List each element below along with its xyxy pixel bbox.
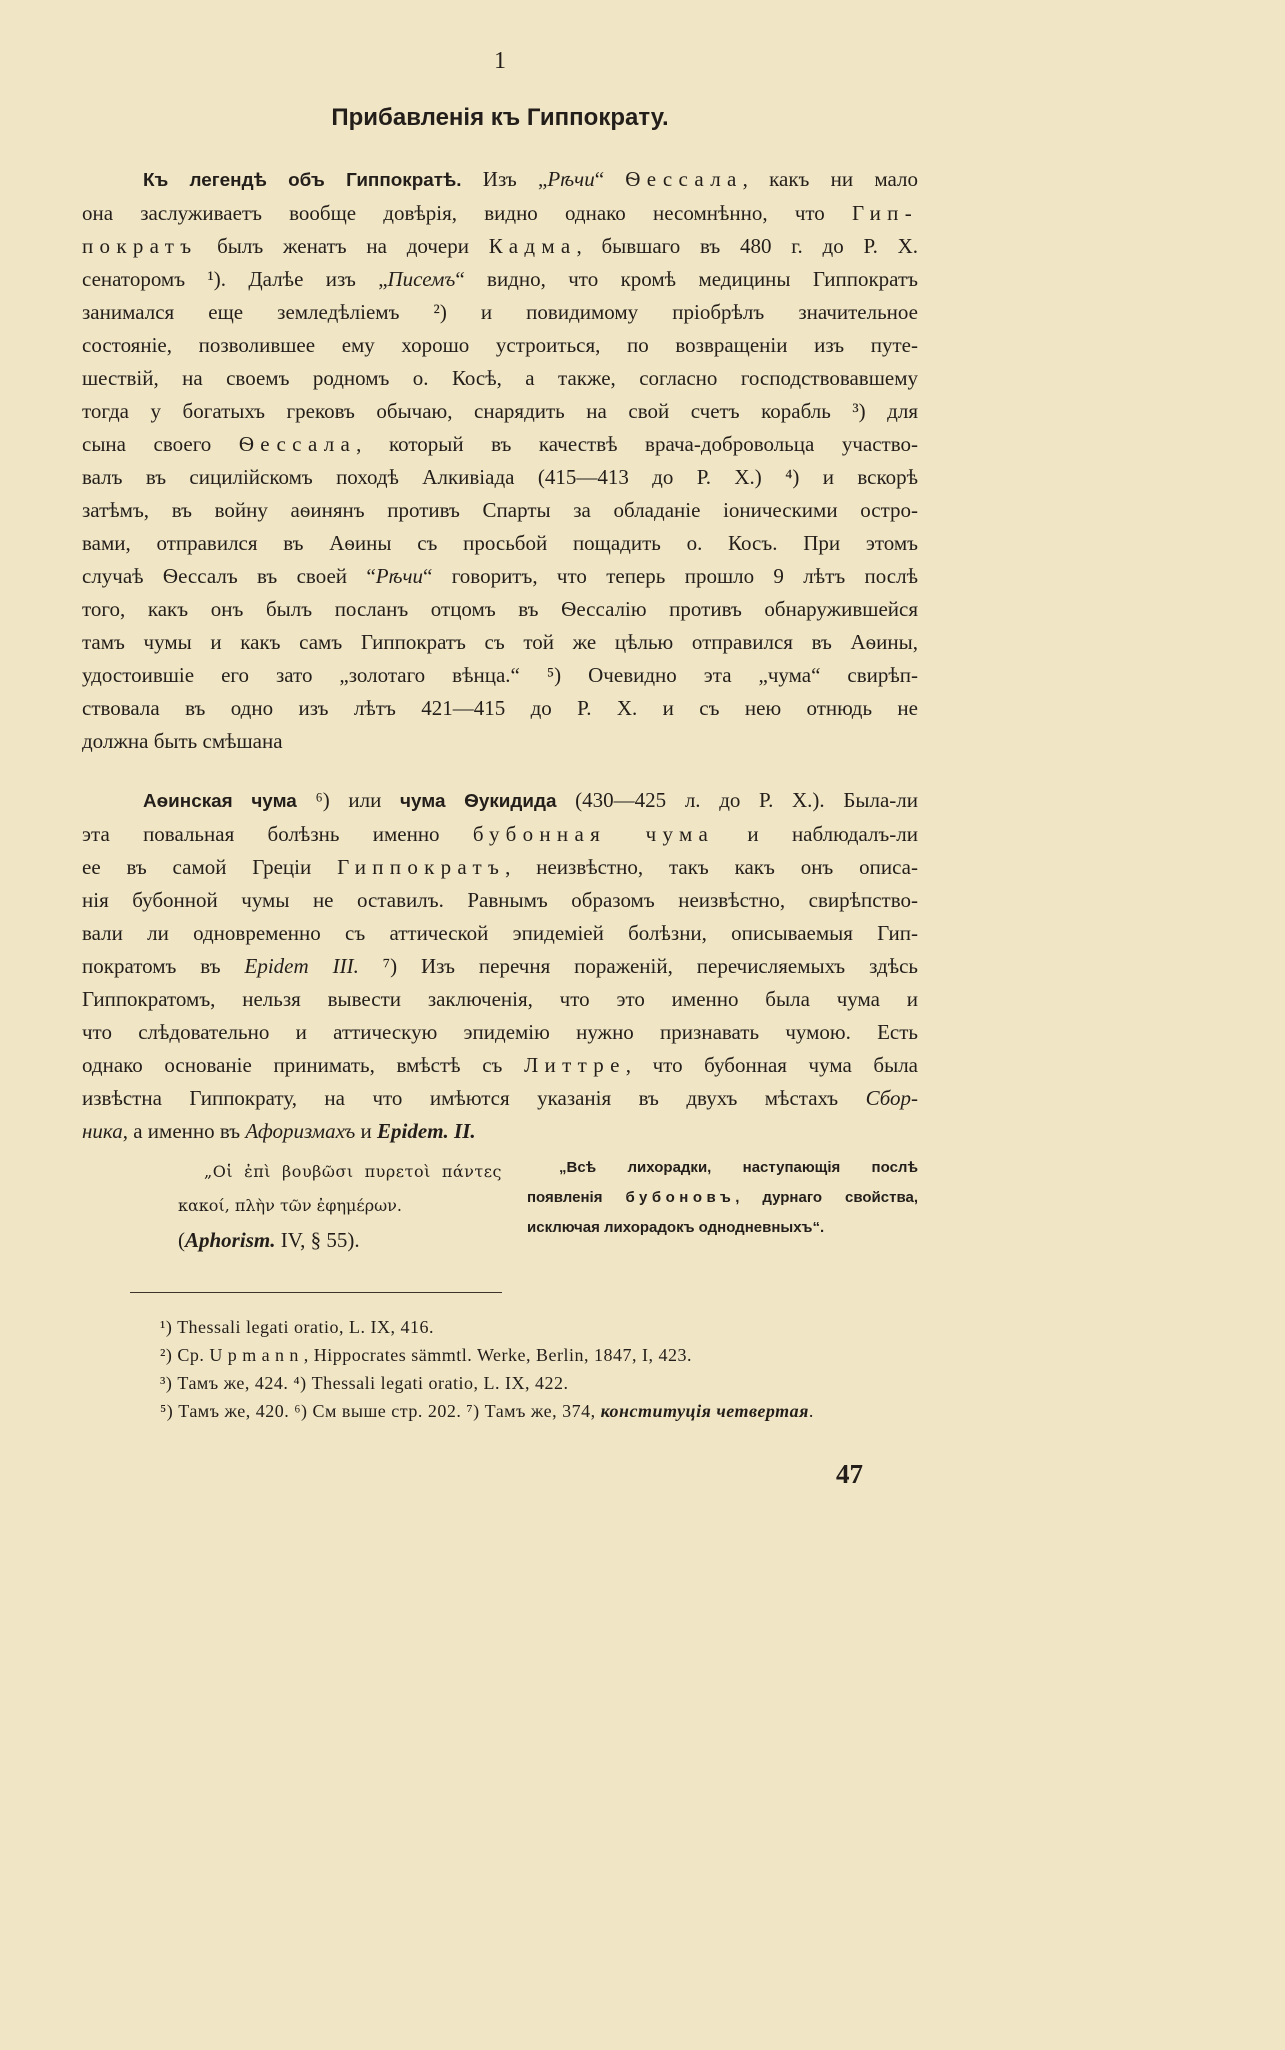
text-line	[82, 851, 918, 884]
text-line	[82, 329, 918, 362]
text-run: нія бубонной чумы не оставилъ. Равнымъ образомъ неизвѣстно, свирѣпство-	[82, 888, 918, 912]
text-line	[82, 494, 918, 527]
text-run: Кадма	[488, 234, 577, 258]
text-run: Литтре	[524, 1053, 626, 1077]
text-run: Сбор-	[865, 1086, 918, 1110]
text-run: должна быть смѣшана	[82, 729, 283, 753]
text-line	[82, 395, 918, 428]
text-run: ⁷) Изъ перечня пораженій, перечисляемыхъ здѣсь	[358, 954, 919, 978]
text-run: вали ли одновременно съ аттической эпидеміей болѣзни, описываемыя Гип-	[82, 921, 918, 945]
text-line	[160, 1369, 960, 1397]
text-run: сына своего	[82, 432, 239, 456]
text-run: , неизвѣстно, такъ какъ онъ описа-	[505, 855, 918, 879]
text-run: случаѣ Ѳессалъ въ своей “	[82, 564, 376, 588]
text-run: κακοί, πλὴν τῶν ἐφημέρων.	[178, 1196, 402, 1215]
text-run: того, какъ онъ былъ посланъ отцомъ въ Ѳессалію противъ обнаружившейся	[82, 597, 918, 621]
text-run: ¹) Thessali legati oratio, L. IX, 416.	[160, 1317, 435, 1337]
text-run: появленія	[527, 1189, 626, 1206]
text-line	[82, 163, 918, 197]
text-run: она заслуживаетъ вообще довѣрія, видно однако несомнѣнно, что	[82, 201, 852, 225]
text-line	[160, 1313, 960, 1341]
text-line	[82, 1082, 918, 1115]
text-run: Афоризмахъ	[245, 1119, 356, 1143]
text-line	[82, 197, 918, 230]
footnotes	[160, 1313, 960, 1425]
text-run: ³) Тамъ же, 424. ⁴) Thessali legati oratio, L. IX, 422.	[160, 1373, 569, 1393]
text-run: Aphorism.	[185, 1228, 276, 1252]
text-line	[82, 950, 918, 983]
text-line	[527, 1213, 918, 1243]
text-run: Upmann	[209, 1345, 304, 1365]
text-line	[82, 1115, 918, 1148]
text-run: занимался еще земледѣліемъ ²) и повидимому пріобрѣлъ значительное	[82, 300, 918, 324]
text-run: извѣстна Гиппократу, на что имѣются указанія въ двухъ мѣстахъ	[82, 1086, 866, 1110]
text-line	[178, 1155, 502, 1189]
text-run: состояніе, позволившее ему хорошо устроиться, по возвращеніи изъ путе-	[82, 333, 918, 357]
text-run: , который въ качествѣ врача-добровольца участво-	[356, 432, 918, 456]
text-run: ее въ самой Греціи	[82, 855, 338, 879]
text-run: Аѳинская чума	[143, 791, 297, 812]
text-line	[82, 917, 918, 950]
text-run: тамъ чумы и какъ самъ Гиппократъ съ той же цѣлью отправился въ Аѳины,	[82, 630, 918, 654]
text-run: „Всѣ лихорадки, наступающія послѣ	[559, 1159, 918, 1176]
text-line	[178, 1189, 502, 1223]
text-run: Гиппократъ	[337, 855, 506, 879]
text-run: ⁶) или	[296, 788, 401, 812]
text-run: пократомъ въ	[82, 954, 245, 978]
text-line	[82, 626, 918, 659]
text-run: .	[808, 1401, 814, 1421]
text-run: , какъ ни мало	[742, 167, 918, 191]
text-run: шествій, на своемъ родномъ о. Косѣ, а также, согласно господствовавшему	[82, 366, 918, 390]
text-run: однако основаніе принимать, вмѣстѣ съ	[82, 1053, 525, 1077]
text-run: , а именно въ	[122, 1119, 246, 1143]
text-run: , Hippocrates sämmtl. Werke, Berlin, 1847, I, 423.	[303, 1345, 692, 1365]
text-line	[82, 527, 918, 560]
text-line	[82, 818, 918, 851]
text-run: , дурнаго свойства,	[735, 1189, 918, 1206]
text-line	[82, 461, 918, 494]
text-run: Къ легендѣ объ Гиппократѣ.	[143, 170, 462, 191]
text-run: Ѳессала	[238, 432, 357, 456]
text-run: конституція четвертая	[600, 1401, 809, 1421]
text-line	[82, 659, 918, 692]
text-run: (	[178, 1228, 185, 1252]
text-run: Гип-	[851, 201, 918, 225]
text-line	[82, 1016, 918, 1049]
text-run: Изъ „	[461, 167, 548, 191]
text-run: IV, § 55).	[275, 1228, 360, 1252]
text-run: чума Ѳукидида	[400, 791, 557, 812]
text-run: , что бубонная чума была	[625, 1053, 919, 1077]
text-run: Писемъ	[387, 267, 456, 291]
text-run: вами, отправился въ Аѳины съ просьбой пощадить о. Косъ. При этомъ	[82, 531, 918, 555]
text-line	[178, 1223, 502, 1257]
paragraph-athenian-plague	[82, 784, 918, 1148]
text-line	[82, 784, 918, 818]
text-line	[82, 263, 918, 296]
text-run: ²) Ср.	[160, 1345, 210, 1365]
text-run: Epidem. II.	[377, 1119, 476, 1143]
text-run: Epidem III.	[244, 954, 359, 978]
paragraph-legend	[82, 163, 918, 758]
text-run: и	[355, 1119, 378, 1143]
text-line	[82, 230, 918, 263]
text-run: исключая лихорадокъ однодневныхъ“.	[527, 1219, 825, 1236]
text-run: затѣмъ, въ войну аѳинянъ противъ Спарты за обладаніе іоническими остро-	[82, 498, 918, 522]
text-line	[160, 1397, 960, 1425]
text-run: ствовала въ одно изъ лѣтъ 421—415 до Р. Х. и съ нею отнюдь не	[82, 696, 918, 720]
text-run: ⁵) Тамъ же, 420. ⁶) См выше стр. 202. ⁷) Тамъ же, 374,	[160, 1401, 601, 1421]
text-line	[82, 1049, 918, 1082]
text-run: Рѣчи	[375, 564, 424, 588]
text-line	[82, 725, 918, 758]
text-run: Рѣчи	[547, 167, 595, 191]
text-line	[82, 296, 918, 329]
text-run: и наблюдалъ-ли	[714, 822, 919, 846]
text-run: “	[594, 167, 626, 191]
text-run: сенаторомъ ¹). Далѣе изъ „	[82, 267, 388, 291]
text-run: что слѣдовательно и аттическую эпидемію нужно признавать чумою. Есть	[82, 1020, 918, 1044]
text-run: былъ женатъ на дочери	[197, 234, 489, 258]
text-line	[82, 362, 918, 395]
text-run: “ говоритъ, что теперь прошло 9 лѣтъ послѣ	[423, 564, 918, 588]
text-line	[82, 560, 918, 593]
footnote-rule	[130, 1292, 502, 1293]
text-line	[82, 428, 918, 461]
text-line	[527, 1183, 918, 1213]
text-run: бубоновъ	[625, 1189, 736, 1206]
text-run: “ видно, что кромѣ медицины Гиппократъ	[455, 267, 918, 291]
text-run: эта повальная болѣзнь именно	[82, 822, 473, 846]
text-run: „Οἱ ἐπὶ βουβῶσι πυρετοὶ πάντες	[204, 1162, 502, 1181]
text-run: , бывшаго въ 480 г. до Р. Х.	[576, 234, 918, 258]
signature-mark: 1	[494, 48, 506, 74]
text-line	[527, 1153, 918, 1183]
text-run: валъ въ сицилійскомъ походѣ Алкивіада (415—413 до Р. Х.) ⁴) и вскорѣ	[82, 465, 918, 489]
text-run: ника	[82, 1119, 123, 1143]
text-run: (430—425 л. до Р. Х.). Была-ли	[556, 788, 918, 812]
page-number: 47	[836, 1459, 863, 1489]
text-run: Ѳессала	[625, 167, 743, 191]
text-line	[82, 593, 918, 626]
text-line	[82, 692, 918, 725]
text-line	[82, 983, 918, 1016]
text-run: удостоившіе его зато „золотаго вѣнца.“ ⁵) Очевидно эта „чума“ свирѣп-	[82, 663, 918, 687]
text-line	[82, 884, 918, 917]
greek-quote	[178, 1155, 502, 1257]
body-text	[82, 163, 918, 1148]
page-title: Прибавленія къ Гиппократу.	[331, 104, 669, 131]
russian-translation	[527, 1153, 918, 1243]
text-line	[160, 1341, 960, 1369]
text-run: пократъ	[82, 234, 198, 258]
text-run: бубонная чума	[472, 822, 715, 846]
text-run: Гиппократомъ, нельзя вывести заключенія, что это именно была чума и	[82, 987, 918, 1011]
text-run: тогда у богатыхъ грековъ обычаю, снарядить на свой счетъ корабль ³) для	[82, 399, 918, 423]
